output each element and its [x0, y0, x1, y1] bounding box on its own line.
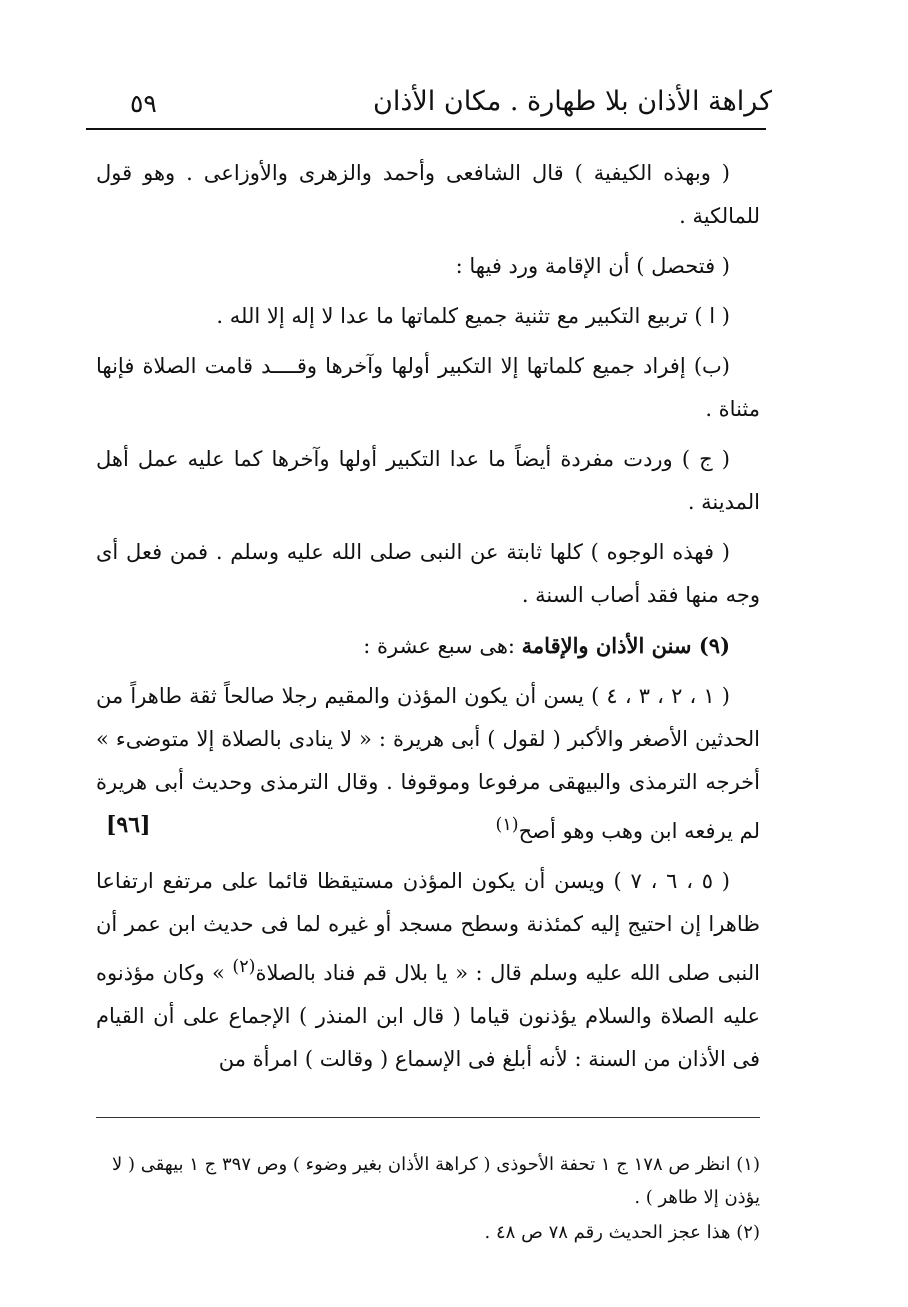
- paragraph-text: :هى سبع عشرة :: [363, 634, 515, 658]
- paragraph-text: ( ا ) تربيع التكبير مع تثنية جميع كلماتها ما عدا لا إله إلا الله .: [216, 304, 730, 328]
- paragraph-text: ( وبهذه الكيفية ) قال الشافعى وأحمد والزهرى والأوزاعى . وهو قول للمالكية .: [96, 161, 760, 228]
- paragraph-item-b: [96, 345, 760, 431]
- paragraph-conclusion: [96, 531, 760, 617]
- paragraph-item-c: [96, 438, 760, 524]
- main-text: [96, 152, 760, 1088]
- footnote-1: (١) انظر ص ١٧٨ ج ١ تحفة الأحوذى ( كراهة الأذان بغير وضوء ) وص ٣٩٧ ج ١ بيهقى ( لا يؤذن إلا طاهر ) .: [111, 1154, 760, 1208]
- paragraph-text: ( فهذه الوجوه ) كلها ثابتة عن النبى صلى الله عليه وسلم . فمن فعل أى وجه منها فقد أصاب السنة .: [96, 540, 760, 607]
- running-title: كراهة الأذان بلا طهارة . مكان الأذان: [373, 86, 772, 117]
- section-heading: (٩) سنن الأذان والإقامة: [521, 633, 730, 658]
- paragraph-method: [96, 152, 760, 238]
- paragraph-summary: [96, 245, 760, 288]
- paragraph-sunan-1-4: [96, 675, 760, 853]
- hadith-number-marker: [٩٦]: [106, 812, 151, 838]
- paragraph-text: ( ج ) وردت مفردة أيضاً ما عدا التكبير أولها وآخرها كما عليه عمل أهل المدينة .: [96, 447, 760, 514]
- footnote-reference[interactable]: (٢): [232, 957, 256, 977]
- section-heading-paragraph: [96, 624, 760, 668]
- page-number: ٥٩: [130, 89, 157, 118]
- paragraph-text: ( ١ ، ٢ ، ٣ ، ٤ ) يسن أن يكون المؤذن والمقيم رجلا صالحاً ثقة طاهراً من الحدثين الأصغر والأكبر ( لقول ) أبى هريرة : « لا ينادى بالصلاة إلا متوضىء » أخرجه الترمذى والبيهقى مرفوعا وموقوفا . وقال الترمذى وحديث أبى هريرة لم يرفعه ابن وهب وهو أصح: [96, 684, 760, 843]
- paragraph-sunan-5-7: [96, 860, 760, 1081]
- paragraph-text: ( ٥ ، ٦ ، ٧ ) ويسن أن يكون المؤذن مستيقظا قائما على مرتفع ارتفاعا ظاهرا إن احتيج إليه كمئذنة وسطح مسجد أو غيره لما فى حديث ابن عمر أن النبى صلى الله عليه وسلم قال : « يا بلال قم فناد بالصلاة: [96, 869, 760, 985]
- paragraph-text: ( فتحصل ) أن الإقامة ورد فيها :: [455, 254, 730, 278]
- footnote-reference[interactable]: (١): [495, 815, 519, 835]
- footnote-divider: [96, 1117, 760, 1118]
- header-divider: [86, 128, 766, 130]
- footnote-2: (٢) هذا عجز الحديث رقم ٧٨ ص ٤٨ .: [484, 1222, 760, 1243]
- page-header: [90, 82, 772, 126]
- paragraph-text: (ب) إفراد جميع كلماتها إلا التكبير أولها وآخرها وقــــد قامت الصلاة فإنها مثناة .: [96, 354, 760, 421]
- paragraph-text-continued: » وكان مؤذنوه عليه الصلاة والسلام يؤذنون قياما ( قال ابن المنذر ) الإجماع على أن القيام فى الأذان من السنة : لأنه أبلغ فى الإسماع ( وقالت ) امرأة من: [96, 961, 760, 1071]
- footnotes: [96, 1148, 760, 1249]
- paragraph-item-a: [96, 295, 760, 338]
